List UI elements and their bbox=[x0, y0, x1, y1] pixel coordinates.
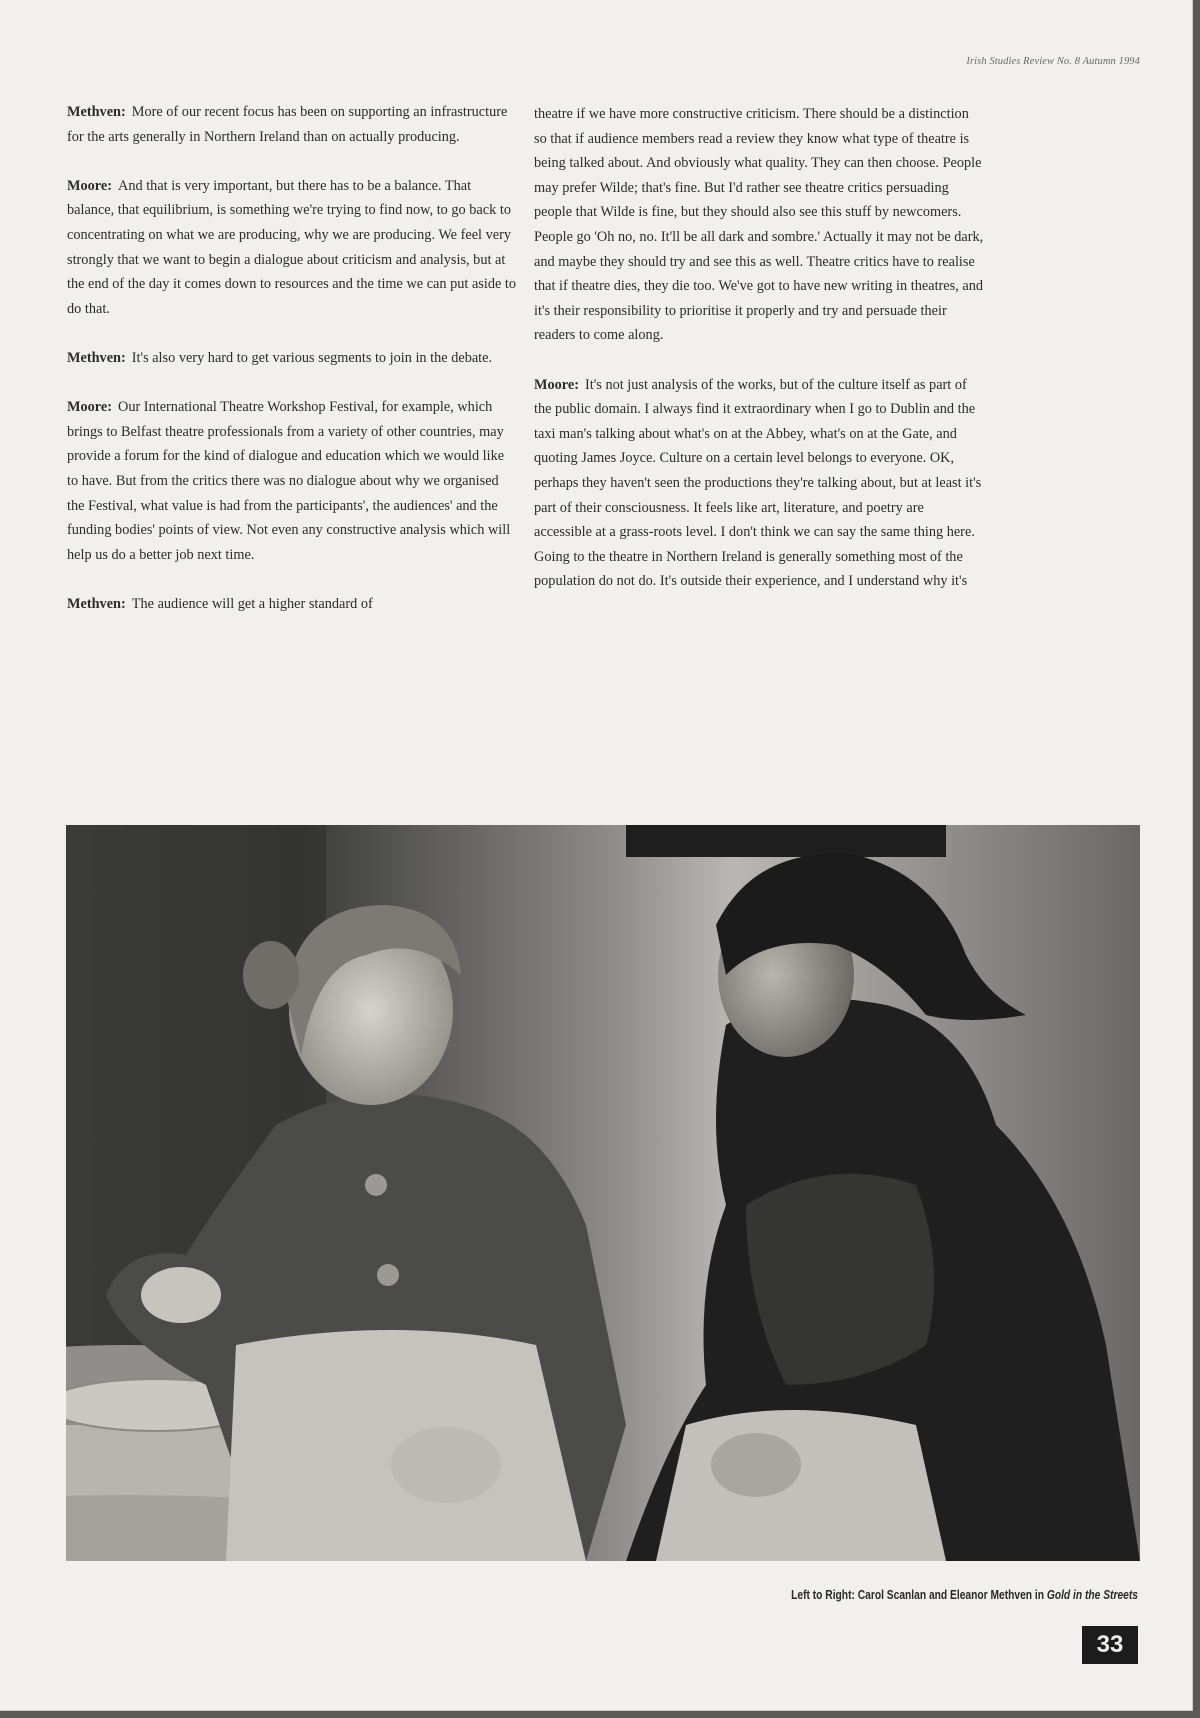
right-text-column bbox=[534, 102, 984, 618]
speaker-name: Moore: bbox=[67, 399, 112, 416]
left-text-column bbox=[67, 100, 517, 641]
paragraph-text: And that is very important, but there has to be a balance. That balance, that equilibrium, is something we're trying to find now, to go back to concentrating on what we are producing, why we are producing. We feel very strongly that we want to begin a dialogue about criticism and analysis, but at the end of the day it comes down to resources and the time we can put aside to do that. bbox=[67, 177, 517, 317]
paragraph bbox=[67, 100, 517, 149]
paragraph bbox=[67, 174, 517, 322]
speaker-name: Methven: bbox=[67, 349, 126, 366]
speaker-name: Moore: bbox=[67, 177, 112, 194]
paragraph-text: It's also very hard to get various segments to join in the debate. bbox=[131, 349, 493, 366]
running-header: Irish Studies Review No. 8 Autumn 1994 bbox=[966, 56, 1140, 67]
caption-production-title: Gold in the Streets bbox=[1046, 1588, 1138, 1602]
paragraph bbox=[534, 102, 984, 348]
paragraph bbox=[534, 373, 984, 594]
page-number: 33 bbox=[1082, 1626, 1138, 1664]
speaker-name: Methven: bbox=[67, 595, 126, 612]
photo-illustration bbox=[66, 825, 1140, 1561]
paragraph bbox=[67, 346, 517, 371]
paragraph-text: theatre if we have more constructive criticism. There should be a distinction so that if audience members read a review they know what type of theatre is being talked about. And obviously what quality. They can then choose. People may prefer Wilde; that's fine. But I'd rather see theatre critics persuading people that Wilde is fine, but they should also see this stuff by newcomers. People go 'Oh no, no. It'll be all dark and sombre.' Actually it may not be dark, and maybe they should try and see this as well. Theatre critics have to realise that if theatre dies, they die too. We've got to have new writing in theatres, and it's their responsibility to prioritise it properly and try and persuade their readers to come along. bbox=[534, 106, 984, 344]
paragraph-text: More of our recent focus has been on supporting an infrastructure for the arts generally in Northern Ireland than on actually producing. bbox=[67, 104, 508, 145]
caption-text: Left to Right: Carol Scanlan and Eleanor Methven in bbox=[791, 1588, 1047, 1602]
paragraph-text: Our International Theatre Workshop Festival, for example, which brings to Belfast theatre professionals from a variety of other countries, may provide a forum for the kind of dialogue and education which we would like to have. But from the critics there was no dialogue about why we organised the Festival, what value is had from the participants', the audiences' and the funding bodies' points of view. Not even any constructive analysis which will help us do a better job next time. bbox=[67, 399, 511, 563]
production-photo bbox=[66, 825, 1140, 1561]
paragraph-text: The audience will get a higher standard of bbox=[131, 595, 373, 612]
photo-caption bbox=[791, 1588, 1138, 1602]
paragraph-text: It's not just analysis of the works, but of the culture itself as part of the public domain. I always find it extraordinary when I go to Dublin and the taxi man's talking about what's on at the Abbey, what's on at the Gate, and quoting James Joyce. Culture on a certain level belongs to everyone. OK, perhaps they haven't seen the productions they're talking about, but at least it's part of their consciousness. It feels like art, literature, and poetry are accessible at a grass-roots level. I don't think we can say the same thing here. Going to the theatre in Northern Ireland is generally something most of the population do not do. It's outside their experience, and I understand why it's bbox=[534, 376, 982, 590]
speaker-name: Moore: bbox=[534, 376, 579, 393]
paragraph bbox=[67, 592, 517, 617]
speaker-name: Methven: bbox=[67, 104, 126, 120]
paragraph bbox=[67, 395, 517, 567]
